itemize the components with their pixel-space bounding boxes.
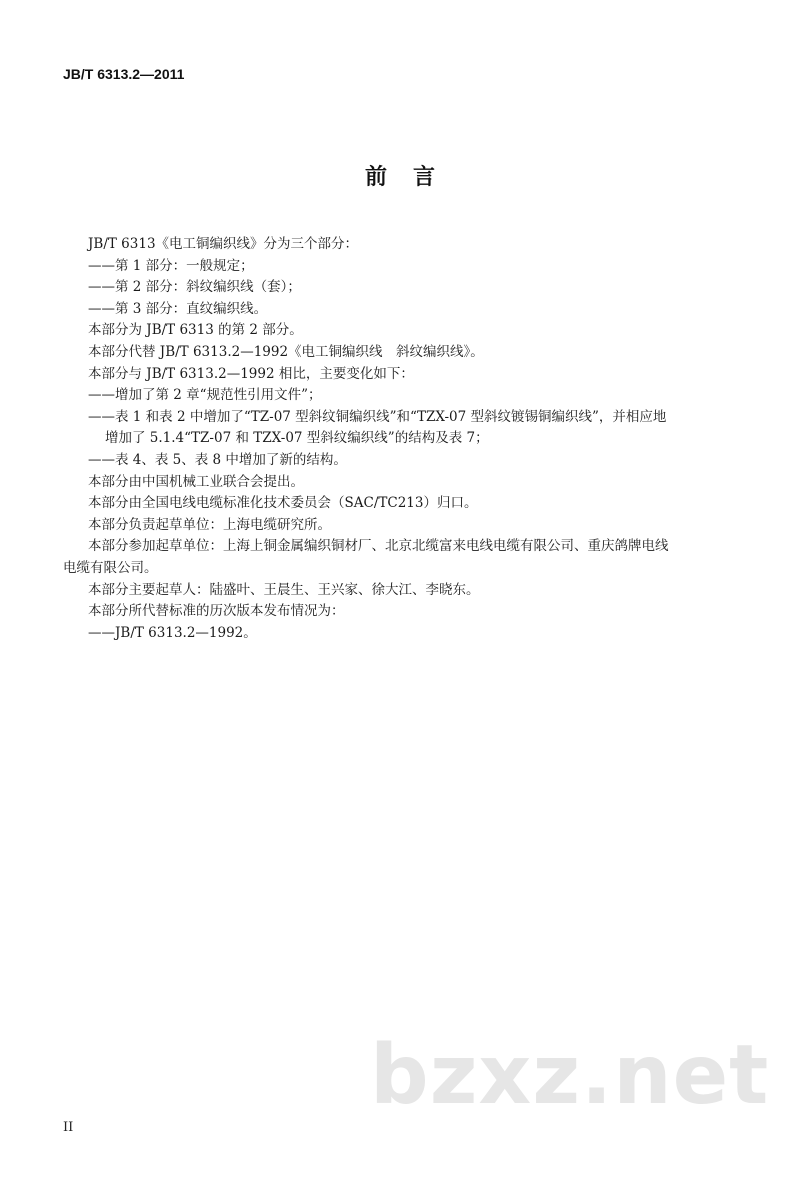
paragraph-continuation: 电缆有限公司。	[63, 559, 158, 576]
list-item: ——第 2 部分：斜纹编织线（套）；	[88, 279, 301, 296]
paragraph: 本部分代替 JB/T 6313.2—1992《电工铜编织线 斜纹编织线》。	[88, 343, 484, 360]
paragraph: 本部分参加起草单位：上海上铜金属编织铜材厂、北京北缆富来电线电缆有限公司、重庆鸽牌电线	[88, 538, 669, 555]
paragraph: 本部分所代替标准的历次版本发布情况为：	[88, 603, 345, 620]
paragraph: JB/T 6313《电工铜编织线》分为三个部分：	[88, 236, 359, 252]
page-number: II	[63, 1120, 74, 1135]
paragraph: 本部分为 JB/T 6313 的第 2 部分。	[88, 322, 303, 339]
foreword-body	[63, 234, 748, 644]
list-item: ——第 1 部分：一般规定；	[88, 257, 254, 274]
list-item: ——表 4、表 5、表 8 中增加了新的结构。	[88, 451, 347, 468]
list-item: ——表 1 和表 2 中增加了“TZ-07 型斜纹铜编织线”和“TZX-07 型斜纹镀锡铜编织线”，并相应地	[88, 408, 667, 425]
list-item-continuation: 增加了 5.1.4“TZ-07 和 TZX-07 型斜纹编织线”的结构及表 7；	[105, 430, 489, 447]
list-item: ——增加了第 2 章“规范性引用文件”；	[88, 387, 322, 404]
paragraph: 本部分由中国机械工业联合会提出。	[88, 473, 304, 490]
list-item: ——JB/T 6313.2—1992。	[88, 624, 257, 641]
watermark: bzxz.net	[370, 1028, 770, 1123]
standard-code: JB/T 6313.2—2011	[63, 66, 185, 82]
paragraph: 本部分与 JB/T 6313.2—1992 相比，主要变化如下：	[88, 365, 414, 382]
list-item: ——第 3 部分：直纹编织线。	[88, 300, 268, 317]
page-title: 前言	[364, 165, 461, 190]
paragraph: 本部分主要起草人：陆盛叶、王晨生、王兴家、徐大江、李晓东。	[88, 581, 480, 598]
paragraph: 本部分由全国电线电缆标准化技术委员会（SAC/TC213）归口。	[88, 495, 478, 512]
paragraph: 本部分负责起草单位：上海电缆研究所。	[88, 516, 331, 533]
